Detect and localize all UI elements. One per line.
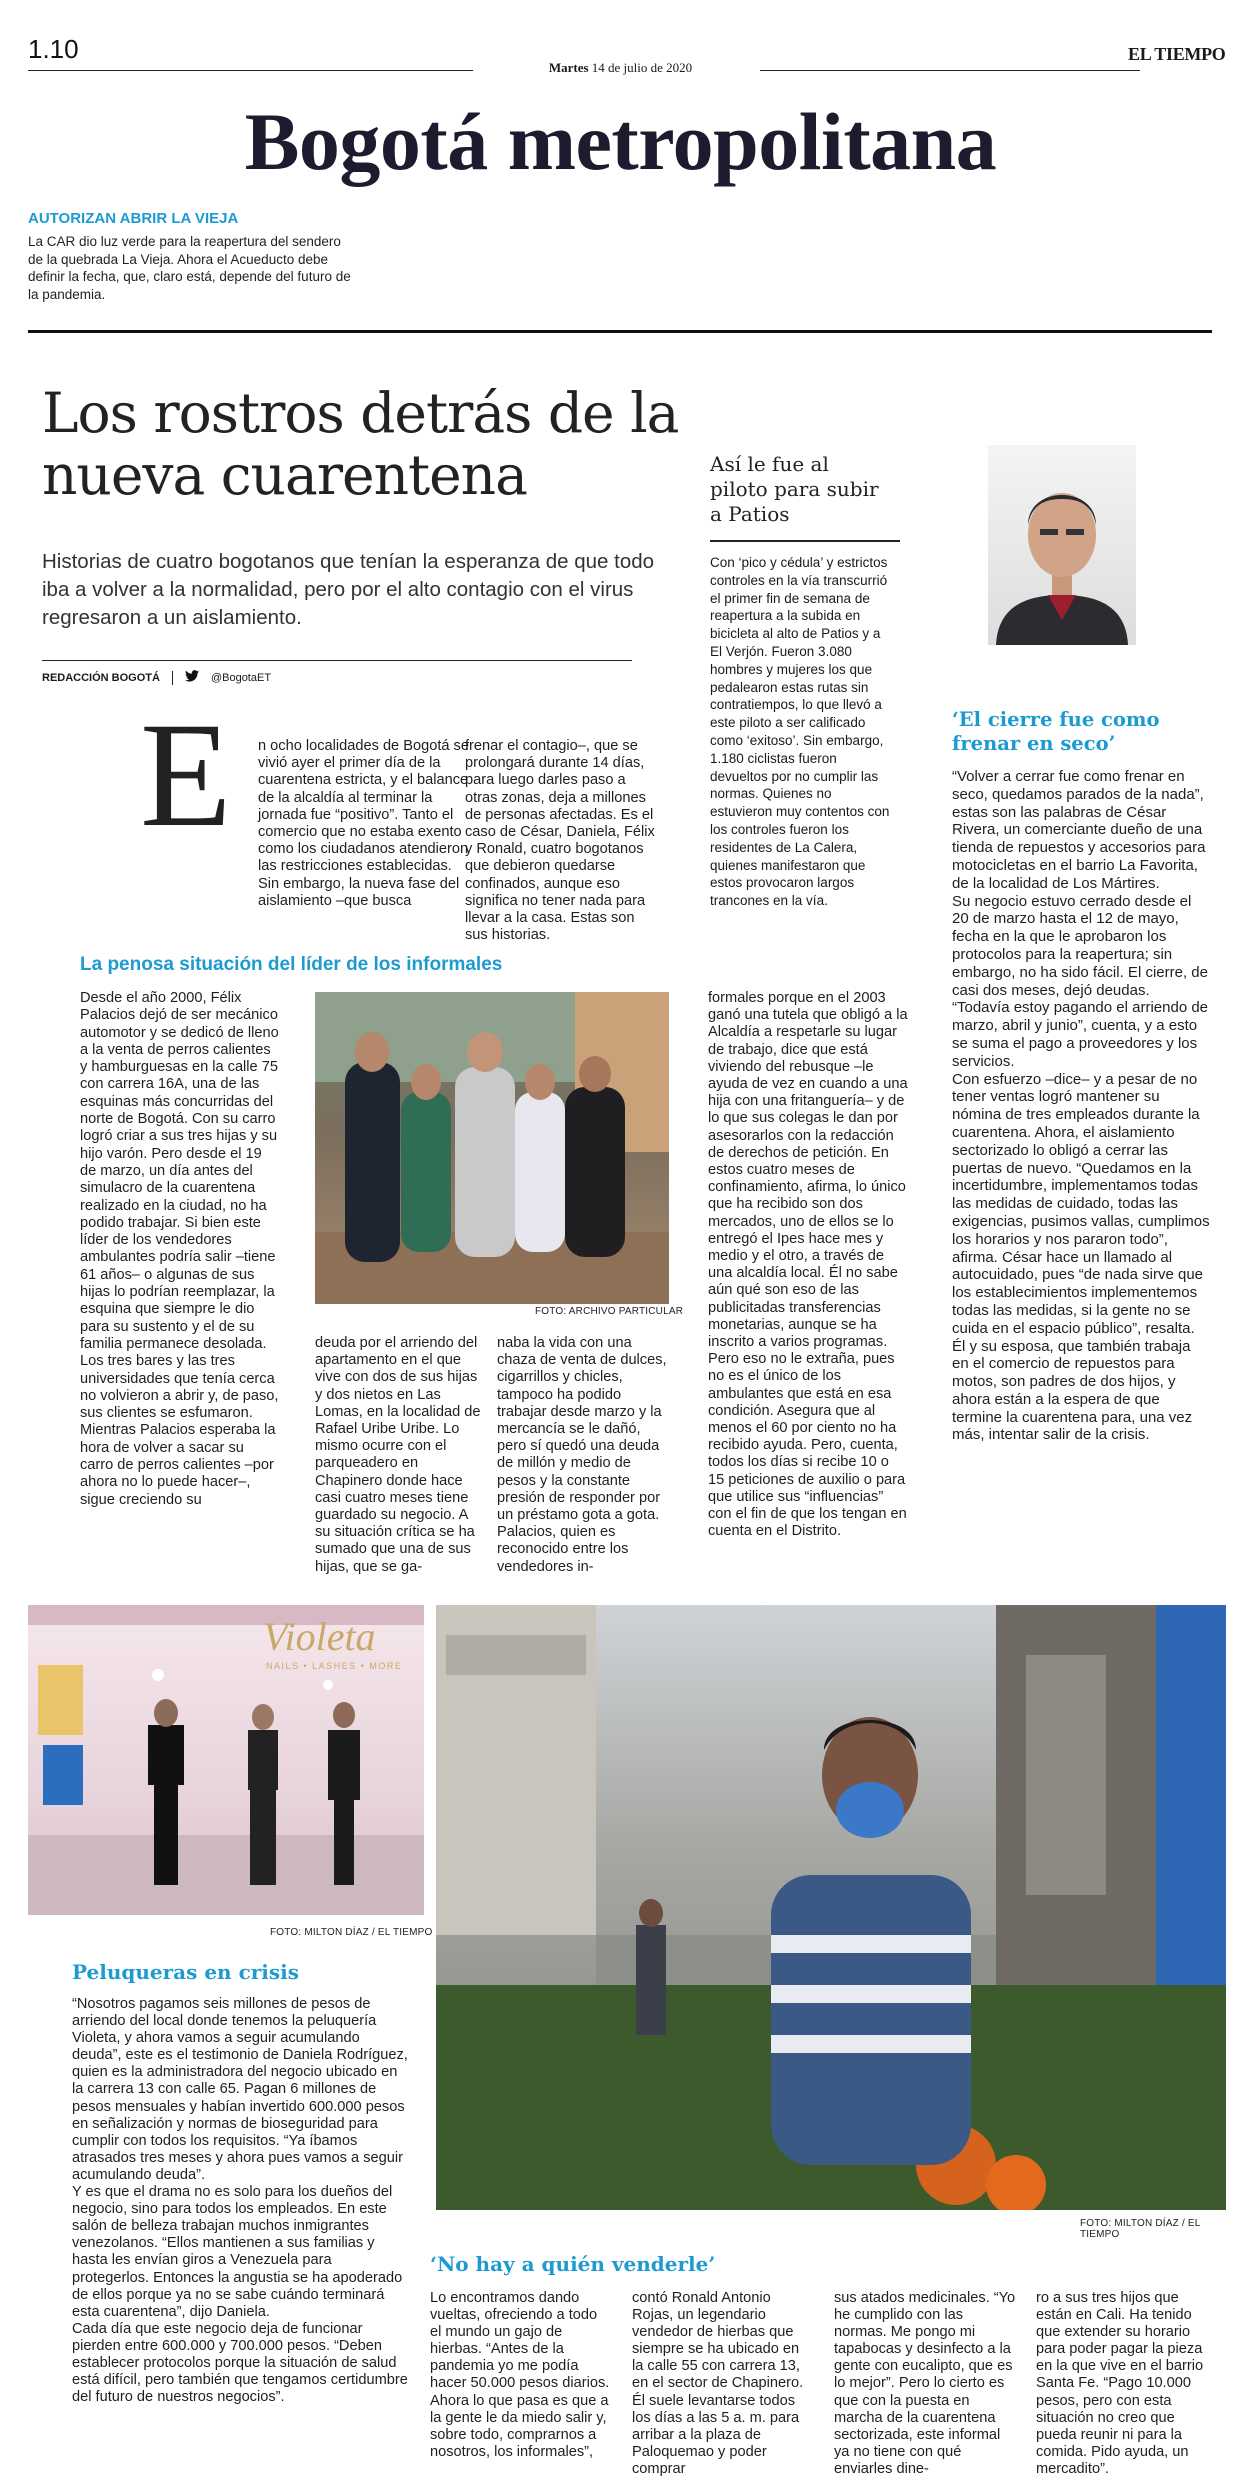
story-ronald-col4: ro a sus tres hijos que están en Cali. Ha tenido que extender su horario para poder pagar la pieza en la que vive en el barrio Santa Fe. “Pago 10.000 pesos, pero con esta situación no creo que pueda reunir ni para la comida. Pido ayuda, un mercadito”.: [1036, 2290, 1204, 2477]
masthead-date: Martes 14 de julio de 2020: [548, 60, 693, 75]
story-ronald-col3: sus atados medicinales. “Yo he cumplido con las normas. Me pongo mi tapabocas y desinfecto a la gente con eucalipto, que es lo mejor”. Pero lo cierto es que con la puesta en marcha de la cuarentena sectorizada, este informal ya no tiene con qué enviarles dine-: [834, 2290, 1016, 2477]
salon-sign: Violeta: [263, 1614, 376, 1659]
sidebar-patios-text: Con ‘pico y cédula’ y estrictos controles en la vía transcurrió el primer fin de semana de reapertura a la subida en bicicleta al alto de Patios y a El Verjón. Fueron 3.080 hombres y mujeres los que pedalearon estas rutas sin contratiempos, lo que llevó a este piloto a ser calificado como ‘exitoso’. Sin embargo, 1.180 ciclistas fueron devueltos por no cumplir las normas. Quienes no estuvieron muy contentos con los controles fueron los residentes de La Calera, quienes manifestaron que estos provocaron largos trancones en la vía.: [710, 555, 890, 909]
story-felix-col3: naba la vida con una chaza de venta de dulces, cigarrillos y chicles, tampoco ha podido trabajar desde marzo y la mercancía se le dañó, pero sí quedó una deuda de millón y medio de pesos y la constante presión de responder por un préstamo gota a gota. Palacios, quien es reconocido entre los vendedores in-: [497, 1335, 667, 1575]
section-title: Bogotá metropolitana: [244, 96, 997, 187]
byline-rule: [42, 660, 632, 661]
sidebar-patios-rule: [710, 540, 900, 542]
byline-separator: [172, 671, 173, 685]
section-divider: [28, 330, 1212, 333]
page-number: 1.10: [28, 34, 79, 64]
story-cesar-title: ‘El cierre fue como frenar en seco’: [952, 708, 1160, 755]
story-daniela-text: “Nosotros pagamos seis millones de pesos de arriendo del local donde tenemos la peluquería Violeta, y ahora vamos a seguir acumulando deuda”, este es el testimonio de Daniela Rodríguez, quien es la administradora del negocio ubicado en la carrera 13 con calle 65. Pagan 6 millones de pesos mensuales y habían invertido 600.000 pesos en señalización y normas de bioseguridad para cumplir con todos los requisitos. “Ya íbamos atrasados tres meses y ahora pues vamos a seguir acumulando deuda”. Y es que el drama no es solo para los dueños del negocio, sino para todos los empleados. En este salón de belleza trabajan muchos inmigrantes venezolanos. “Ellos mantienen a sus familias y hasta les envían giros a Venezuela para protegerlos. Entonces la angustia se ha apoderado de ellos porque ya no se sabe cuándo terminará esta cuarentena”, dijo Daniela. Cada día que este negocio deja de funcionar pierden entre 600.000 y 700.000 pesos. “Deben establecer protocolos porque la situación de salud está difícil, pero también que tengamos certidumbre del futuro de nuestros negocios”.: [72, 1996, 408, 2406]
story-ronald-col1: Lo encontramos dando vueltas, ofreciendo a todo el mundo un gajo de hierbas. “Antes de la pandemia yo me podía hacer 50.000 pesos diarios. Ahora lo que pasa es que a la gente le da miedo salir y, sobre todo, comprarnos a nosotros, los informales”,: [430, 2290, 610, 2460]
dropcap: E: [140, 692, 232, 858]
cesar-portrait: [988, 445, 1136, 645]
sidebar-patios-title: Así le fue al piloto para subir a Patios: [710, 452, 879, 526]
twitter-bird-icon: [185, 670, 199, 685]
story-felix-col1: Desde el año 2000, Félix Palacios dejó de ser mecánico automotor y se dedicó de lleno a la venta de perros calientes y hamburguesas en la calle 75 con carrera 16A, una de las esquinas más concurridas del norte de Bogotá. Con su carro logró criar a sus tres hijas y su hijo varón. Pero desde el 19 de marzo, un día antes del simulacro de la cuarentena realizado en la ciudad, no ha podido trabajar. Si bien este líder de los vendedores ambulantes podría salir –tiene 61 años– o algunas de sus hijas lo podrían reemplazar, la esquina que siempre le dio para su sustento y el de su familia permanece desolada. Los tres bares y las tres universidades que tenía cerca no volvieron a abrir y, de paso, sus clientes se esfumaron. Mientras Palacios esperaba la hora de volver a sacar su carro de perros calientes –por ahora no lo puede hacer–, sigue creciendo su: [80, 990, 279, 1508]
brief-text: La CAR dio luz verde para la reapertura del sendero de la quebrada La Vieja. Ahora el Acueducto debe definir la fecha, que, claro está, depende del futuro de la pandemia.: [28, 234, 351, 302]
article-deck: Historias de cuatro bogotanos que tenían la esperanza de que todo iba a volver a la normalidad, pero por el alto contagio con el virus regresaron a un aislamiento.: [42, 550, 655, 629]
masthead-rule-right: [760, 70, 1140, 71]
brand-logo: EL TIEMPO: [1128, 44, 1226, 64]
article-headline: Los rostros detrás de la nueva cuarentena: [42, 381, 679, 507]
story-felix-col4: formales porque en el 2003 ganó una tutela que obligó a la Alcaldía a respetarle su lugar de trabajo, dice que está viviendo del rebusque –le ayuda de vez en cuando a una hija con una fritanguería– y de lo que sus colegas le dan por asesorarlos con la redacción de derechos de petición. En estos cuatro meses de confinamiento, afirma, lo único que ha recibido son dos mercados, uno de ellos se lo entregó el Ipes hace mes y medio y el otro, a través de una alcaldía local. Él no sabe aún qué son eso de las publicitadas transferencias monetarias, aunque se ha inscrito a varios programas. Pero eso no le extraña, pues no es el único de los ambulantes que está en esa condición. Asegura que al menos el 60 por ciento no ha recibido ayuda. Pero, cuenta, todos los días si recibe 10 o 15 peticiones de auxilio o para que utilice sus “influencias” con el fin de que los tengan en cuenta en el Distrito.: [708, 990, 908, 1540]
article-intro-col1: n ocho localidades de Bogotá se vivió ayer el primer día de la cuarentena estricta, y el balance de la alcaldía al terminar la jornada fue “positivo”. Tanto el comercio que no estaba exento como los ciudadanos atendieron las restricciones establecidas. Sin embargo, la nueva fase del aislamiento –que busca: [258, 738, 469, 909]
salon-sign-subtitle: NAILS • LASHES • MORE: [266, 1661, 403, 1671]
byline: REDACCIÓN BOGOTÁ @BogotaET: [42, 671, 272, 684]
article-intro-col2: frenar el contagio–, que se prolongará durante 14 días, para luego darles paso a otras zonas, deja a millones de personas afectadas. Es el caso de César, Daniela, Félix y Ronald, cuatro bogotanos que debieron quedarse confinados, aunque eso significa no tener nada para llevar a la casa. Estas son sus historias.: [465, 738, 655, 944]
street-vendor-photo: [436, 1605, 1226, 2210]
story-daniela-title: Peluqueras en crisis: [72, 1960, 299, 1984]
salon-photo: [28, 1605, 424, 1915]
felix-family-photo: [315, 992, 669, 1304]
salon-photo-credit: FOTO: MILTON DÍAZ / EL TIEMPO: [270, 1927, 433, 1938]
story-cesar-text: “Volver a cerrar fue como frenar en seco, quedamos parados de la nada”, estas son las palabras de César Rivera, un comerciante dueño de una tienda de repuestos y accesorios para motocicletas en el barrio La Favorita, de la localidad de Los Mártires. Su negocio estuvo cerrado desde el 20 de marzo hasta el 12 de mayo, fecha en la que le aprobaron los protocolos para la reapertura; sin embargo, no ha sido fácil. El cierre, de casi dos meses, dejó deudas. “Todavía estoy pagando el arriendo de marzo, abril y junio”, cuenta, y a esto se suma el pago a proveedores y los servicios. Con esfuerzo –dice– y a pesar de no tener ventas logró mantener su nómina de tres empleados durante la cuarentena. Ahora, el aislamiento sectorizado lo obligó a cerrar las puertas de nuevo. “Quedamos en la incertidumbre, implementamos todas las medidas de cuidado, todas las exigencias, pusimos vallas, cumplimos los horarios y nos pararon todo”, afirma. César hace un llamado al autocuidado, pues “de nada sirve que los establecimientos implementemos todas las medidas, si la gente no se cuida en el espacio público”, resalta. Él y su esposa, que también trabaja en el comercio de repuestos para motos, son padres de dos hijos, y ahora están a la espera de que termine la cuarentena para, una vez más, intentar salir de la crisis.: [952, 768, 1210, 1444]
brief-kicker: AUTORIZAN ABRIR LA VIEJA: [28, 210, 239, 227]
story-ronald-col2: contó Ronald Antonio Rojas, un legendario vendedor de hierbas que siempre se ha ubicado en la calle 55 con carrera 13, en el sector de Chapinero. Él suele levantarse todos los días a las 5 a. m. para arribar a la plaza de Paloquemao y poder comprar: [632, 2290, 804, 2477]
felix-photo-credit: FOTO: ARCHIVO PARTICULAR: [535, 1306, 684, 1317]
story-ronald-title: ‘No hay a quién venderle’: [430, 2252, 716, 2276]
street-photo-credit: FOTO: MILTON DÍAZ / EL TIEMPO: [1080, 2218, 1201, 2240]
story-felix-title: La penosa situación del líder de los informales: [80, 954, 503, 975]
story-felix-col2: deuda por el arriendo del apartamento en el que vive con dos de sus hijas y dos nietos en Las Lomas, en la localidad de Rafael Uribe Uribe. Lo mismo ocurre con el parqueadero en Chapinero donde hace casi cuatro meses tiene guardado su negocio. A su situación crítica se ha sumado que una de sus hijas, que se ga-: [315, 1335, 481, 1575]
